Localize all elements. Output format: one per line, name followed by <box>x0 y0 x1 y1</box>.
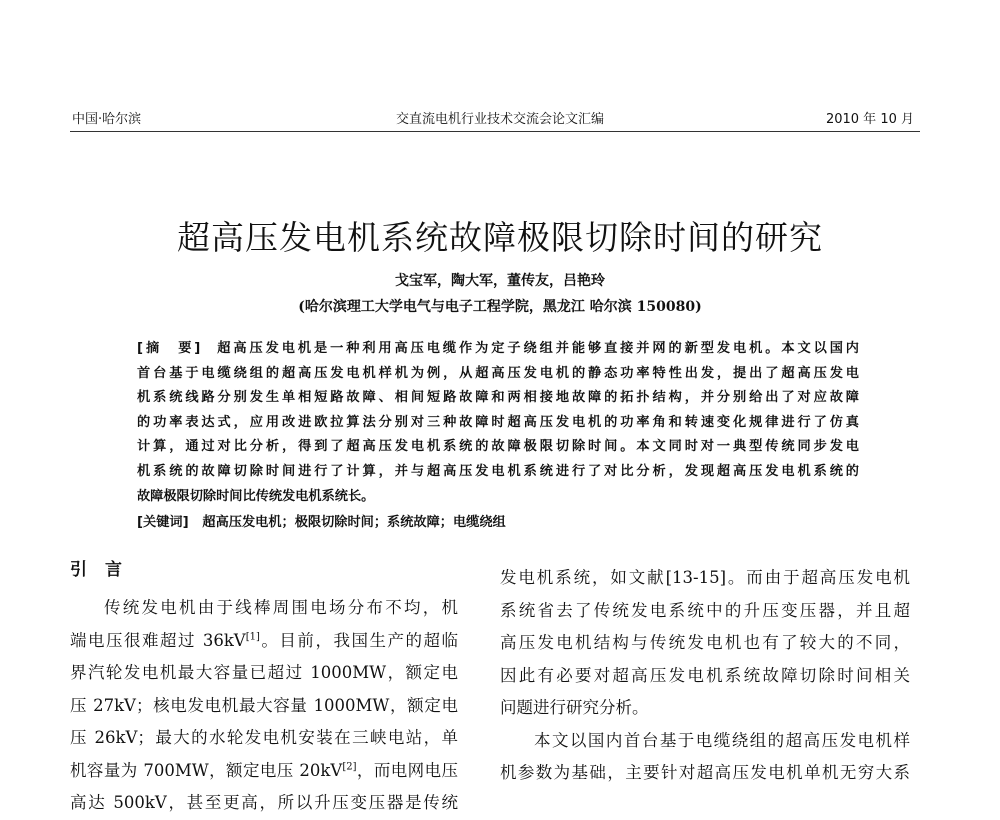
body-line: 机参数为基础，主要针对超高压发电机单机无穷大系 <box>500 763 910 782</box>
body-line: 问题进行研究分析。 <box>500 698 649 717</box>
keywords-label: [关键词] <box>137 515 189 530</box>
body-line: 因此有必要对超高压发电机系统故障切除时间相关 <box>500 665 910 685</box>
paper-title: 超高压发电机系统故障极限切除时间的研究 <box>177 218 823 257</box>
abstract-line: 机系统线路分别发生单相短路故障、相间短路故障和两相接地故障的拓扑结构，并分别给出了对应故障 <box>137 390 859 406</box>
header-proceedings: 交直流电机行业技术交流会论文汇编 <box>395 112 604 127</box>
citation: [1] <box>245 631 260 642</box>
keywords <box>137 511 506 530</box>
abstract <box>137 337 859 509</box>
header-location: 中国·哈尔滨 <box>72 112 142 127</box>
affiliation: (哈尔滨理工大学电气与电子工程学院，黑龙江 哈尔滨 150080) <box>298 299 702 315</box>
abstract-line: 故障极限切除时间比传统发电机系统长。 <box>137 488 375 504</box>
body-line: 压 27kV；核电发电机最大容量 1000MW，额定电 <box>70 695 458 715</box>
citation: [2] <box>342 761 357 772</box>
left-column <box>70 592 458 820</box>
body-line: 传统发电机由于线棒周围电场分布不均，机 <box>104 598 458 617</box>
abstract-line: 的功率表达式，应用改进欧拉算法分别对三种故障时超高压发电机的功率角和转速变化规律进行了仿真 <box>137 414 859 430</box>
right-column <box>500 562 910 790</box>
body-line: 高压发电机结构与传统发电机也有了较大的不同， <box>500 633 910 652</box>
abstract-label: [摘 要] <box>137 341 201 356</box>
abstract-line: 机系统的故障切除时间进行了计算，并与超高压发电机系统进行了对比分析，发现超高压发电机系统的 <box>137 463 859 479</box>
body-line: 机容量为 700MW，额定电压 20kV[2]，而电网电压 <box>70 760 459 780</box>
section-heading: 引言 <box>70 560 140 580</box>
body-line: 系统省去了传统发电系统中的升压变压器，并且超 <box>500 600 910 620</box>
body-line: 压 26kV；最大的水轮发电机安装在三峡电站，单 <box>70 728 458 747</box>
header-date: 2010 年 10 月 <box>825 112 914 127</box>
body-line: 高达 500kV，甚至更高，所以升压变压器是传统 <box>70 793 458 812</box>
body-line: 发电机系统，如文献[13-15]。而由于超高压发电机 <box>500 568 910 587</box>
abstract-line: 首台基于电缆绕组的超高压发电机样机为例，从超高压发电机的静态功率特性出发，提出了超高压发电 <box>137 365 859 381</box>
header-rule <box>70 131 920 132</box>
keywords-text: 超高压发电机；极限切除时间；系统故障；电缆绕组 <box>202 515 506 530</box>
abstract-line <box>137 337 859 362</box>
authors: 戈宝军，陶大军，董传友，吕艳玲 <box>395 273 605 289</box>
body-line: 本文以国内首台基于电缆绕组的超高压发电机样 <box>534 730 910 750</box>
abstract-line: 计算，通过对比分析，得到了超高压发电机系统的故障极限切除时间。本文同时对一典型传统同步发电 <box>137 439 859 455</box>
body-line: 界汽轮发电机最大容量已超过 1000MW，额定电 <box>70 663 458 682</box>
abstract-text: 超高压发电机是一种利用高压电缆作为定子绕组并能够直接并网的新型发电机。本文以国内 <box>214 341 859 356</box>
body-line: 端电压很难超过 36kV[1]。目前，我国生产的超临 <box>70 630 459 650</box>
